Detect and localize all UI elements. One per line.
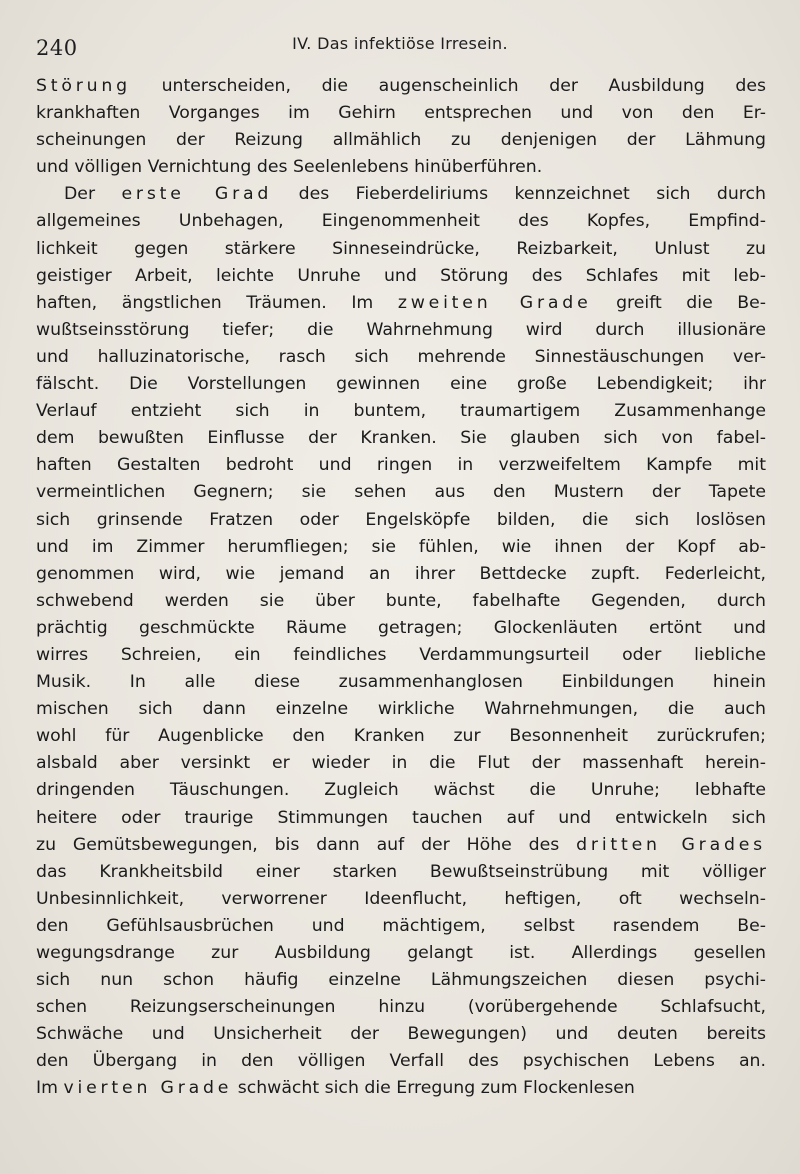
text-segment: scheinungen der Reizung allmählich zu denjenigen der Lähmung bbox=[36, 130, 766, 151]
spaced-emphasis: dritten Grades bbox=[576, 834, 766, 855]
text-line bbox=[36, 344, 766, 371]
body-text bbox=[36, 73, 766, 1103]
text-segment: den Gefühlsausbrüchen und mächtigem, selbst rasendem Be- bbox=[36, 915, 766, 936]
text-line bbox=[36, 263, 766, 290]
text-line bbox=[36, 208, 766, 235]
text-line bbox=[36, 290, 766, 317]
text-line bbox=[36, 479, 766, 506]
text-line bbox=[36, 642, 766, 669]
text-segment: sich grinsende Fratzen oder Engelsköpfe bilden, die sich loslösen bbox=[36, 509, 766, 530]
text-line bbox=[36, 181, 766, 208]
text-segment: lichkeit gegen stärkere Sinneseindrücke, Reizbarkeit, Unlust zu bbox=[36, 238, 766, 259]
text-line bbox=[36, 534, 766, 561]
text-segment: krankhaften Vorganges im Gehirn entsprechen und von den Er- bbox=[36, 103, 766, 124]
text-line bbox=[36, 73, 766, 100]
text-line bbox=[36, 100, 766, 127]
text-segment: den Übergang in den völligen Verfall des psychischen Lebens an. bbox=[36, 1051, 766, 1072]
text-line bbox=[36, 994, 766, 1021]
text-line bbox=[36, 1048, 766, 1075]
text-segment: dringenden Täuschungen. Zugleich wächst die Unruhe; lebhafte bbox=[36, 780, 766, 801]
text-segment: unterscheiden, die augenscheinlich der Ausbildung des bbox=[130, 76, 766, 96]
text-line bbox=[36, 777, 766, 804]
text-segment: schen Reizungserscheinungen hinzu (vorübergehende Schlafsucht, bbox=[36, 997, 766, 1018]
text-segment: schwebend werden sie über bunte, fabelhafte Gegenden, durch bbox=[36, 590, 766, 611]
text-line bbox=[36, 154, 766, 181]
text-line bbox=[36, 371, 766, 398]
text-segment: und halluzinatorische, rasch sich mehrende Sinnestäuschungen ver- bbox=[36, 346, 766, 367]
text-segment: Unbesinnlichkeit, verworrener Ideenflucht, heftigen, oft wechseln- bbox=[36, 888, 766, 909]
text-segment: greift die Be- bbox=[591, 292, 766, 313]
text-line bbox=[36, 750, 766, 777]
text-line bbox=[36, 669, 766, 696]
text-segment: und im Zimmer herumfliegen; sie fühlen, wie ihnen der Kopf ab- bbox=[36, 536, 766, 557]
text-line bbox=[36, 452, 766, 479]
text-segment: des Fieberdeliriums kennzeichnet sich durch bbox=[272, 184, 766, 205]
text-segment: Der bbox=[64, 184, 122, 205]
text-line bbox=[36, 561, 766, 588]
text-segment: Musik. In alle diese zusammenhanglosen Einbildungen hinein bbox=[36, 672, 766, 693]
text-line bbox=[36, 507, 766, 534]
text-line bbox=[36, 805, 766, 832]
spaced-emphasis: Störung bbox=[36, 76, 131, 96]
text-segment: heitere oder traurige Stimmungen tauchen auf und entwickeln sich bbox=[36, 807, 766, 828]
text-segment: schwächt sich die Erregung zum Flockenlesen bbox=[232, 1078, 635, 1099]
text-segment: geistiger Arbeit, leichte Unruhe und Störung des Schlafes mit leb- bbox=[36, 265, 766, 286]
text-line bbox=[36, 940, 766, 967]
text-line bbox=[36, 859, 766, 886]
text-segment: Verlauf entzieht sich in buntem, traumartigem Zusammenhange bbox=[36, 401, 766, 422]
text-line bbox=[36, 1075, 766, 1102]
text-segment: und völligen Vernichtung des Seelenlebens hinüberführen. bbox=[36, 157, 543, 178]
text-segment: haften, ängstlichen Träumen. Im bbox=[36, 292, 398, 313]
text-line bbox=[36, 425, 766, 452]
text-segment: wohl für Augenblicke den Kranken zur Besonnenheit zurückrufen; bbox=[36, 726, 766, 747]
text-segment: sich nun schon häufig einzelne Lähmungszeichen diesen psychi- bbox=[36, 970, 766, 991]
text-line bbox=[36, 588, 766, 615]
text-segment: vermeintlichen Gegnern; sie sehen aus den Mustern der Tapete bbox=[36, 482, 766, 503]
text-segment: haften Gestalten bedroht und ringen in verzweifeltem Kampfe mit bbox=[36, 455, 766, 476]
text-line bbox=[36, 967, 766, 994]
text-line bbox=[36, 723, 766, 750]
text-line bbox=[36, 886, 766, 913]
text-segment: genommen wird, wie jemand an ihrer Bettdecke zupft. Federleicht, bbox=[36, 563, 766, 584]
text-segment: prächtig geschmückte Räume getragen; Glockenläuten ertönt und bbox=[36, 617, 766, 638]
text-segment: fälscht. Die Vorstellungen gewinnen eine große Lebendigkeit; ihr bbox=[36, 374, 766, 395]
text-line bbox=[36, 832, 766, 859]
text-segment: mischen sich dann einzelne wirkliche Wahrnehmungen, die auch bbox=[36, 699, 766, 720]
text-line bbox=[36, 398, 766, 425]
spaced-emphasis: zweiten Grade bbox=[397, 292, 592, 313]
text-line bbox=[36, 236, 766, 263]
running-head: IV. Das infektiöse Irresein. bbox=[292, 34, 508, 53]
text-segment: wirres Schreien, ein feindliches Verdammungsurteil oder liebliche bbox=[36, 644, 766, 665]
text-segment: wegungsdrange zur Ausbildung gelangt ist. Allerdings gesellen bbox=[36, 943, 766, 963]
text-segment: zu Gemütsbewegungen, bis dann auf der Höhe des bbox=[36, 834, 577, 855]
text-segment: Schwäche und Unsicherheit der Bewegungen) und deuten bereits bbox=[36, 1024, 766, 1045]
spaced-emphasis: vierten Grade bbox=[63, 1078, 233, 1099]
text-segment: alsbald aber versinkt er wieder in die Flut der massenhaft herein- bbox=[36, 753, 766, 774]
text-segment: das Krankheitsbild einer starken Bewußtseinstrübung mit völliger bbox=[36, 861, 766, 882]
text-line bbox=[36, 1021, 766, 1048]
text-line bbox=[36, 913, 766, 940]
text-segment: Im bbox=[36, 1078, 64, 1099]
spaced-emphasis: erste Grad bbox=[121, 184, 273, 205]
text-line bbox=[36, 615, 766, 642]
page-number: 240 bbox=[36, 36, 78, 60]
text-segment: dem bewußten Einflusse der Kranken. Sie glauben sich von fabel- bbox=[36, 428, 766, 449]
text-line bbox=[36, 127, 766, 154]
text-line bbox=[36, 696, 766, 723]
text-line bbox=[36, 317, 766, 344]
text-segment: allgemeines Unbehagen, Eingenommenheit des Kopfes, Empfind- bbox=[36, 211, 766, 232]
text-segment: wußtseinsstörung tiefer; die Wahrnehmung wird durch illusionäre bbox=[36, 319, 766, 340]
